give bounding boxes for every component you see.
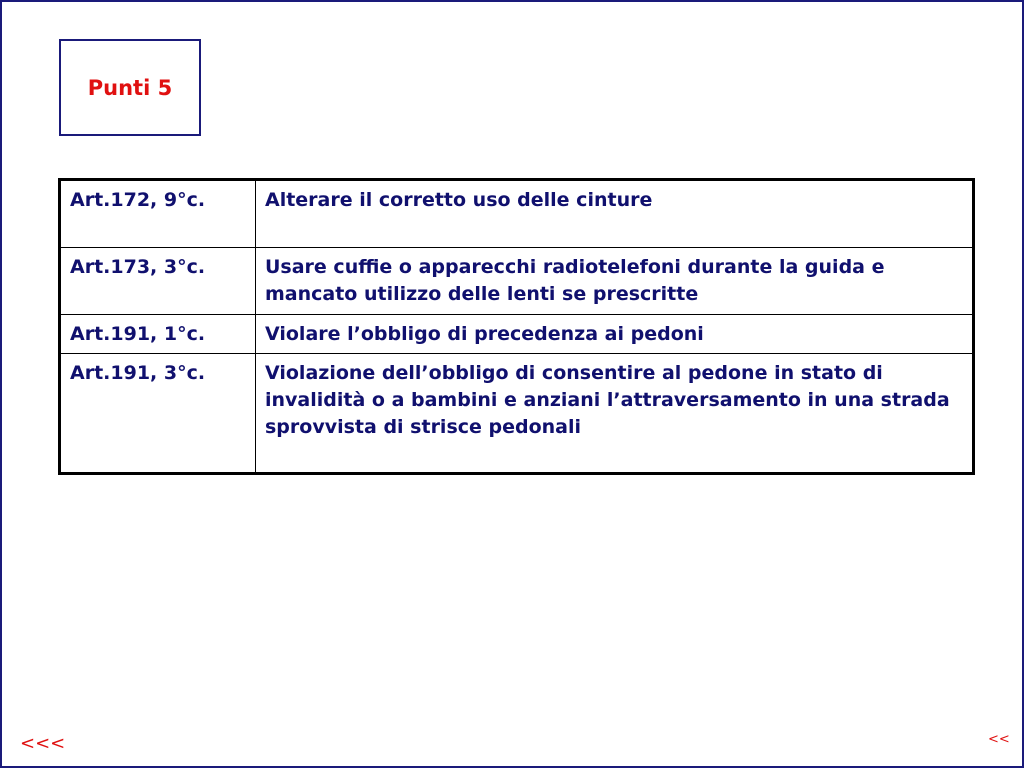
points-box: [59, 39, 201, 136]
table-row: [60, 315, 974, 354]
table-row: [60, 354, 974, 474]
article-cell: Art.173, 3°c.: [60, 248, 256, 315]
article-cell: Art.191, 3°c.: [60, 354, 256, 474]
description-cell: Violazione dell’obbligo di consentire al pedone in stato di invalidità o a bambini e anziani l’attraversamento in una strada sprovvista di strisce pedonali: [256, 354, 974, 474]
table-row: [60, 248, 974, 315]
previous-section-link[interactable]: <<<: [20, 733, 66, 754]
article-cell: Art.172, 9°c.: [60, 180, 256, 248]
article-cell: Art.191, 1°c.: [60, 315, 256, 354]
back-link[interactable]: <<: [988, 732, 1010, 747]
violations-table: [58, 178, 975, 475]
description-cell: Violare l’obbligo di precedenza ai pedoni: [256, 315, 974, 354]
description-cell: Usare cuffie o apparecchi radiotelefoni durante la guida e mancato utilizzo delle lenti se prescritte: [256, 248, 974, 315]
description-cell: Alterare il corretto uso delle cinture: [256, 180, 974, 248]
points-label: Punti 5: [87, 75, 173, 100]
table-row: [60, 180, 974, 248]
